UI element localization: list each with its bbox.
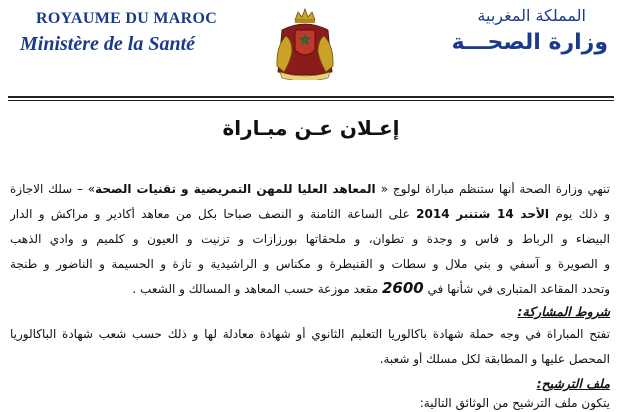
conditions-line-2: المحصل عليها و المطابقة لكل مسلك أو شعبة. [379, 352, 610, 366]
announcement-title: إعـلان عـن مبـاراة [222, 116, 400, 140]
paragraph-line-4: و الصويرة و آسفي و بني ملال و سطات و القنيطرة و مكناس و الراشيدية و تازة و الحسيمة و الناضور و طنجة [10, 257, 610, 271]
conditions-heading: شروط المشاركة: [517, 304, 610, 319]
header-french-ministry: Ministère de la Santé [20, 33, 196, 55]
header-divider-thin [8, 100, 614, 101]
paragraph-line-3: البيضاء و الرباط و فاس و وجدة و تطوان، و ملحقاتها بورزازات و تزنيت و العيون و كلميم و وادي الذهب [10, 232, 610, 246]
paragraph-line-2: و ذلك يوم الأحد 14 شتنبر 2014 على الساعة الثامنة و النصف صباحا بكل من معاهد أكادير و مراكش و الدار [10, 207, 610, 221]
header-divider-thick [8, 96, 614, 98]
paragraph-line-1: تنهي وزارة الصحة أنها ستنظم مباراة لولوج « المعاهد العليا للمهن التمريضية و تقنيات الصحة» – سلك الاجازة [10, 182, 610, 196]
header-arabic-country: المملكة المغربية [477, 6, 586, 25]
header-arabic-ministry: وزارة الصحـــة [451, 30, 608, 55]
royal-coat-of-arms-icon [268, 6, 342, 80]
application-file-heading: ملف الترشيح: [536, 376, 610, 391]
conditions-line-1: تفتح المباراة في وجه حملة شهادة باكالوريا التعليم الثانوي أو شهادة معادلة لها و ذلك حسب شعب شهادة الباكالوريا [10, 327, 610, 341]
header-french-country: ROYAUME DU MAROC [36, 10, 218, 27]
paragraph-line-5: وتحدد المقاعد المتبارى في شأنها في 2600 مقعد موزعة حسب المعاهد و المسالك و الشعب . [132, 279, 610, 297]
application-file-line-1: يتكون ملف الترشيح من الوثائق التالية: [419, 396, 610, 410]
